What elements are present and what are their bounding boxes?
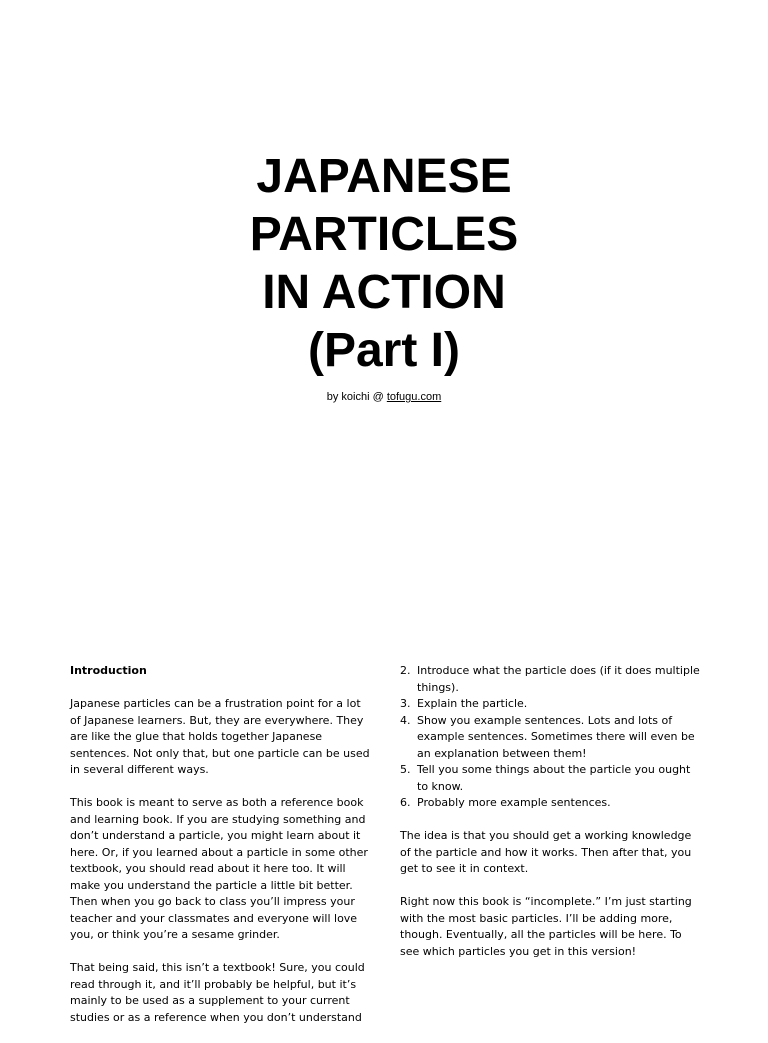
steps-list bbox=[400, 663, 700, 812]
list-item bbox=[400, 795, 700, 812]
list-number: 5. bbox=[400, 763, 411, 776]
list-number: 6. bbox=[400, 796, 411, 809]
document-title bbox=[0, 148, 768, 380]
list-item-text: Introduce what the particle does (if it does multiple things). bbox=[417, 664, 700, 694]
title-line: (Part I) bbox=[307, 324, 460, 377]
section-heading: Introduction bbox=[70, 664, 147, 677]
title-line: JAPANESE bbox=[256, 150, 512, 203]
list-number: 3. bbox=[400, 697, 411, 710]
title-line: IN ACTION bbox=[262, 266, 506, 319]
list-item bbox=[400, 663, 700, 696]
paragraph: That being said, this isn’t a textbook! Sure, you could read through it, and it’ll probably be helpful, but it’s mainly to be used as a supplement to your current studies or as a reference when you don’t understand bbox=[70, 961, 365, 1024]
list-item-text: Probably more example sentences. bbox=[417, 796, 611, 809]
byline-prefix: by koichi @ bbox=[326, 391, 387, 403]
paragraph: Japanese particles can be a frustration point for a lot of Japanese learners. But, they are everywhere. They are like the glue that holds together Japanese sentences. Not only that, but one particle can be used in several different ways. bbox=[70, 697, 370, 776]
paragraph: This book is meant to serve as both a reference book and learning book. If you are studying something and don’t understand a particle, you might learn about it here. Or, if you learned about a particle in some other textbook, you should read about it here too. It will make you understand the particle a little bit better. Then when you go back to class you’ll impress your teacher and your classmates and everyone will love you, or think you’re a sesame grinder. bbox=[70, 796, 368, 941]
list-number: 4. bbox=[400, 713, 411, 727]
left-column bbox=[70, 663, 370, 1043]
paragraph: The idea is that you should get a working knowledge of the particle and how it works. Then after that, you get to see it in context. bbox=[400, 829, 692, 875]
title-line: PARTICLES bbox=[249, 208, 519, 261]
list-item-text: Tell you some things about the particle you ought to know. bbox=[417, 763, 691, 793]
right-column bbox=[400, 663, 700, 977]
paragraph: Right now this book is “incomplete.” I’m just starting with the most basic particles. I’ll be adding more, though. Eventually, all the particles will be here. To see which particles you get in this version! bbox=[400, 895, 692, 958]
list-item bbox=[400, 762, 700, 795]
list-item bbox=[400, 713, 700, 763]
list-item bbox=[400, 696, 700, 713]
list-item-text: Show you example sentences. Lots and lots of example sentences. Sometimes there will even be an explanation between them! bbox=[417, 713, 695, 760]
list-number: 2. bbox=[400, 664, 411, 677]
byline bbox=[0, 390, 768, 404]
list-item-text: Explain the particle. bbox=[417, 697, 528, 710]
author-site-link[interactable]: tofugu.com bbox=[386, 391, 442, 403]
